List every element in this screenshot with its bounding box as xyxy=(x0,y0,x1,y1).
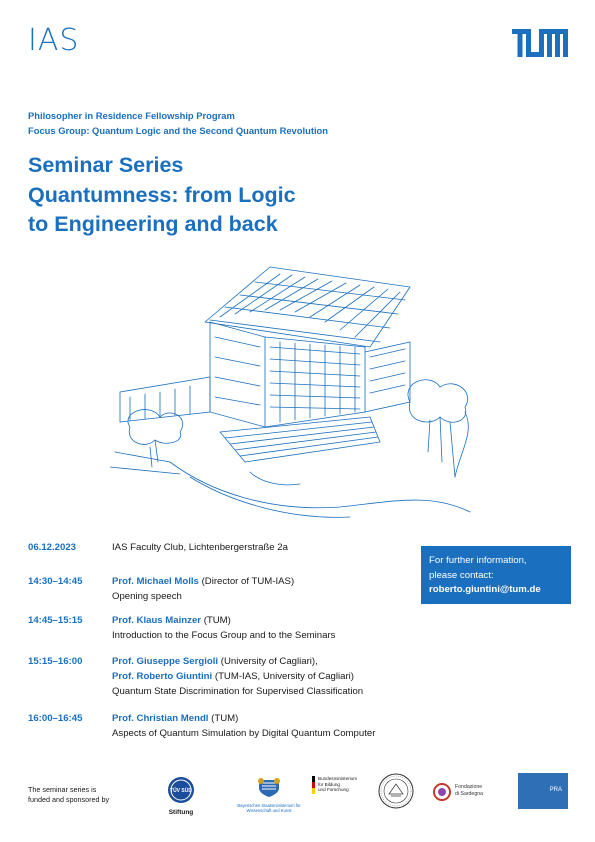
bavaria-caption-1: Bayerisches Staatsministerium für xyxy=(237,803,301,808)
speaker-name: Prof. Michael Molls xyxy=(112,576,199,587)
tuv-badge-text: TÜV SÜD xyxy=(170,788,192,794)
schedule-location: IAS Faculty Club, Lichtenbergerstraße 2a xyxy=(112,542,288,553)
talk-topic: Introduction to the Focus Group and to the Seminars xyxy=(112,630,336,641)
schedule xyxy=(28,540,398,741)
speaker-name: Prof. Giuseppe Sergioli xyxy=(112,656,219,667)
speaker-affiliation: (Director of TUM-IAS) xyxy=(198,576,295,587)
talk-topic: Quantum State Discrimination for Supervised Classification xyxy=(112,686,364,697)
speaker-name: Prof. Klaus Mainzer xyxy=(112,615,202,626)
sponsor-text-line-2: funded and sponsored by xyxy=(28,795,110,804)
sardegna-line-2: di Sardegna xyxy=(455,790,483,797)
schedule-time: 14:30–14:45 xyxy=(28,576,83,587)
tuv-badge-icon xyxy=(164,776,198,804)
sardegna-emblem-icon xyxy=(432,782,452,802)
speaker-affiliation: (TUM) xyxy=(201,615,231,626)
speaker-name: Prof. Christian Mendl xyxy=(112,713,209,724)
bavarian-crest-icon xyxy=(256,776,282,798)
schedule-row-date xyxy=(28,540,398,574)
building-drawing xyxy=(110,262,480,524)
speaker-affiliation: (TUM) xyxy=(208,713,239,724)
fondazione-sardegna-logo xyxy=(432,780,502,806)
pra-label: PRA xyxy=(549,787,562,793)
program-line-1: Philosopher in Residence Fellowship Program xyxy=(28,110,235,121)
schedule-row xyxy=(28,711,398,741)
speaker-name: Prof. Roberto Giuntini xyxy=(112,671,213,682)
program-line-2: Focus Group: Quantum Logic and the Second Quantum Revolution xyxy=(28,125,328,136)
contact-email-link[interactable]: roberto.giuntini@tum.de xyxy=(429,584,541,595)
schedule-date: 06.12.2023 xyxy=(28,542,77,553)
tum-logo xyxy=(512,29,568,57)
pra-logo xyxy=(518,773,568,809)
schedule-time: 14:45–15:15 xyxy=(28,615,83,626)
schedule-row xyxy=(28,574,398,613)
bmbf-line-1: Bundesministerium xyxy=(318,776,358,781)
ias-logo: IAS xyxy=(28,23,80,58)
sardegna-line-1: Fondazione xyxy=(455,784,483,790)
title-line-3: to Engineering and back xyxy=(28,212,278,236)
tuv-stiftung-logo xyxy=(164,776,198,816)
tuv-label: Stiftung xyxy=(168,809,194,816)
schedule-row xyxy=(28,613,398,654)
bmbf-line-2: für Bildung xyxy=(318,781,340,787)
info-line-1: For further information, xyxy=(429,555,527,566)
talk-topic: Opening speech xyxy=(112,591,182,602)
bavaria-caption-2: Wissenschaft und Kunst xyxy=(246,808,292,813)
bmbf-line-3: und Forschung xyxy=(318,787,349,793)
schedule-time: 15:15–16:00 xyxy=(28,656,83,667)
bavarian-ministry-logo xyxy=(218,776,320,813)
talk-topic: Aspects of Quantum Simulation by Digital Quantum Computer xyxy=(112,728,376,739)
info-line-2: please contact: xyxy=(429,569,494,581)
speaker-affiliation: (University of Cagliari), xyxy=(218,656,318,667)
title-line-1: Seminar Series xyxy=(28,153,184,177)
schedule-time: 16:00–16:45 xyxy=(28,713,83,724)
sponsor-text xyxy=(28,785,109,805)
contact-info-box xyxy=(421,546,571,604)
title-line-2: Quantumness: from Logic xyxy=(28,182,296,207)
page-title xyxy=(28,151,296,240)
bmbf-logo xyxy=(312,776,362,810)
speaker-affiliation: (TUM-IAS, University of Cagliari) xyxy=(212,671,354,682)
sponsor-text-line-1: The seminar series is xyxy=(28,785,97,794)
program-heading xyxy=(28,108,328,138)
university-cagliari-seal-icon xyxy=(377,772,415,810)
schedule-row xyxy=(28,654,398,711)
